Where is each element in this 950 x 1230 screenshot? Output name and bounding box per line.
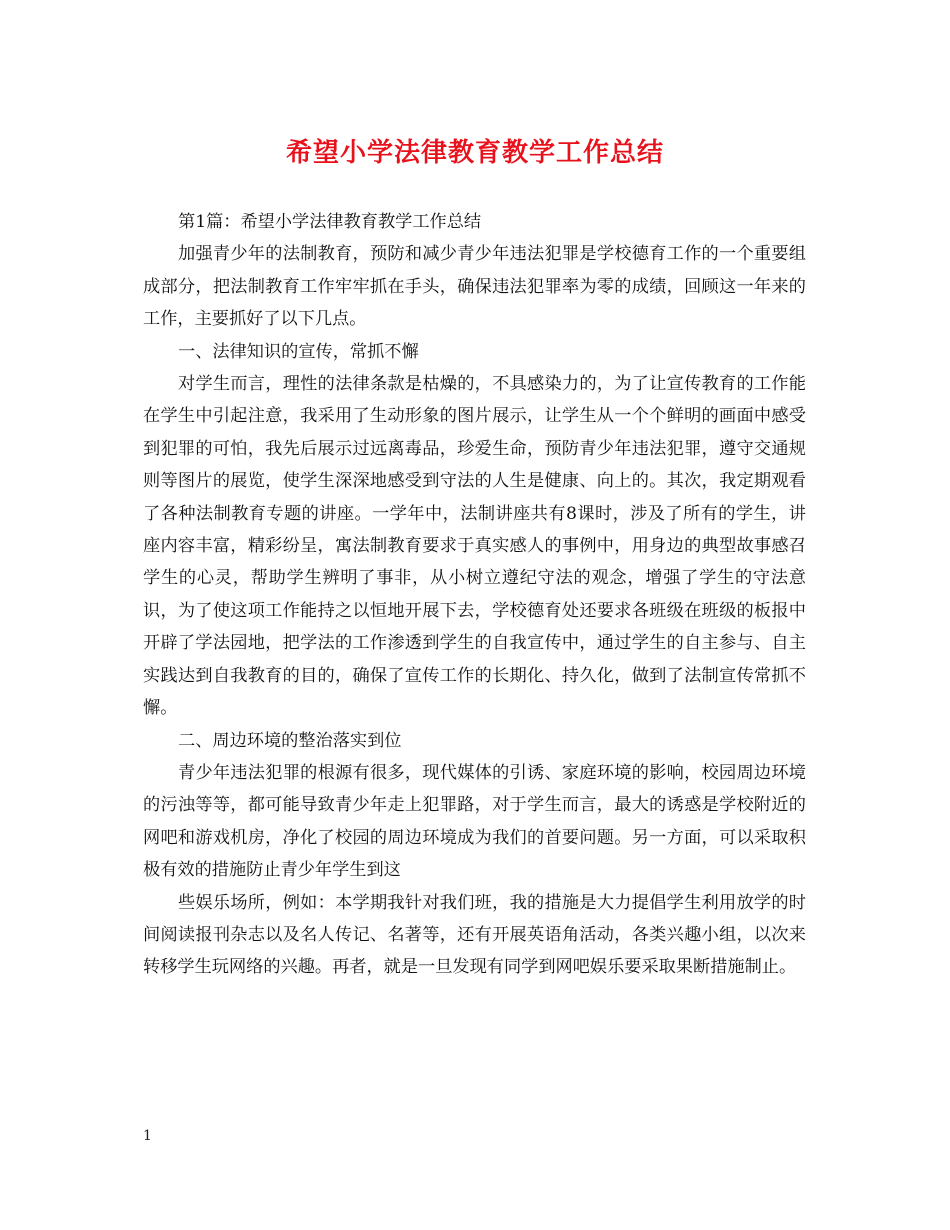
paragraph-entertainment: 些娱乐场所，例如：本学期我针对我们班，我的措施是大力提倡学生利用放学的时间阅读报刊杂志以及名人传记、名著等，还有开展英语角活动，各类兴趣小组，以次来转移学生玩网络的兴趣。再者，就是一旦发现有同学到网吧娱乐要采取果断措施制止。 [143,892,806,978]
paragraph-legal-publicity: 对学生而言，理性的法律条款是枯燥的，不具感染力的，为了让宣传教育的工作能在学生中引起注意，我采用了生动形象的图片展示，让学生从一个个鲜明的画面中感受到犯罪的可怕，我先后展示过远离毒品，珍爱生命，预防青少年违法犯罪，遵守交通规则等图片的展览，使学生深深地感受到守法的人生是健康、向上的。其次，我定期观看了各种法制教育专题的讲座。一学年中，法制讲座共有8课时，涉及了所有的学生，讲座内容丰富，精彩纷呈，寓法制教育要求于真实感人的事例中，用身边的典型故事感召学生的心灵，帮助学生辨明了事非，从小树立遵纪守法的观念，增强了学生的守法意识，为了使这项工作能持之以恒地开展下去，学校德育处还要求各班级在班级的板报中开辟了学法园地，把学法的工作渗透到学生的自我宣传中，通过学生的自主参与、自主实践达到自我教育的目的，确保了宣传工作的长期化、持久化，做到了法制宣传常抓不懈。 [143,374,806,719]
document-title: 希望小学法律教育教学工作总结 [285,138,664,168]
page-number: 1 [143,1128,152,1144]
document-body [143,206,806,984]
paragraph-heading-1: 一、法律知识的宣传，常抓不懈 [178,341,419,362]
paragraph-environment: 青少年违法犯罪的根源有很多，现代媒体的引诱、家庭环境的影响，校园周边环境的污浊等等，都可能导致青少年走上犯罪路，对于学生而言，最大的诱惑是学校附近的网吧和游戏机房，净化了校园的周边环境成为我们的首要问题。另一方面，可以采取积极有效的措施防止青少年学生到这 [143,762,806,881]
paragraph-intro: 加强青少年的法制教育，预防和减少青少年违法犯罪是学校德育工作的一个重要组成部分，把法制教育工作牢牢抓在手头，确保违法犯罪率为零的成绩，回顾这一年来的工作，主要抓好了以下几点。 [143,244,806,330]
paragraph-heading-2: 二、周边环境的整治落实到位 [178,730,402,751]
paragraph-section-heading: 第1篇：希望小学法律教育教学工作总结 [178,212,482,232]
